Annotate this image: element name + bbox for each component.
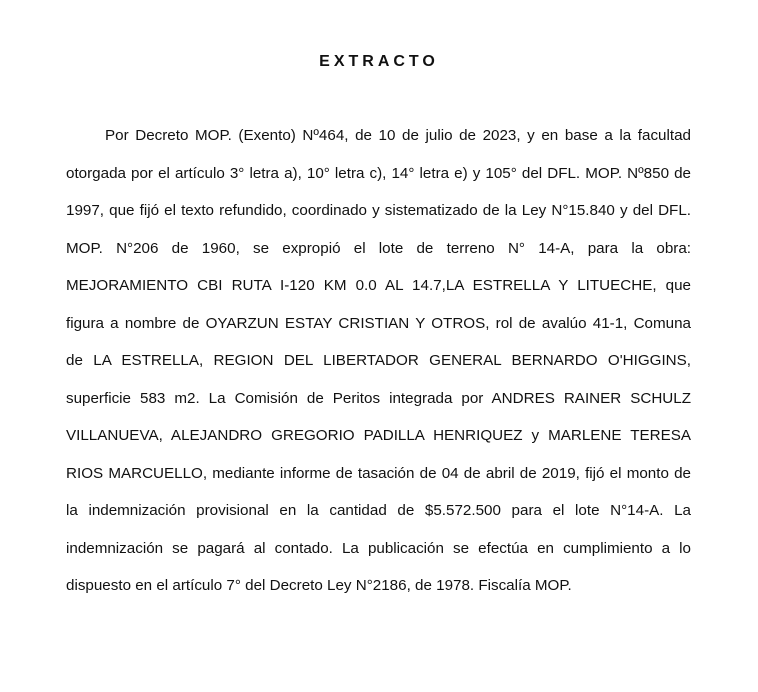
- paragraph-line: figura a nombre de OYARZUN ESTAY CRISTIAN Y OTROS, rol de avalúo 41-1, Comuna: [66, 314, 691, 332]
- paragraph-line: RIOS MARCUELLO, mediante informe de tasación de 04 de abril de 2019, fijó el monto de: [66, 464, 691, 482]
- document-title: EXTRACTO: [319, 53, 439, 70]
- paragraph-line: de LA ESTRELLA, REGION DEL LIBERTADOR GENERAL BERNARDO O'HIGGINS,: [66, 352, 691, 369]
- paragraph-line: superficie 583 m2. La Comisión de Peritos integrada por ANDRES RAINER SCHULZ: [66, 389, 691, 407]
- paragraph-line: dispuesto en el artículo 7° del Decreto Ley N°2186, de 1978. Fiscalía MOP.: [66, 577, 572, 594]
- document-body: [66, 123, 691, 611]
- paragraph-line: Por Decreto MOP. (Exento) Nº464, de 10 de julio de 2023, y en base a la facultad: [105, 127, 691, 144]
- paragraph-line: otorgada por el artículo 3° letra a), 10° letra c), 14° letra e) y 105° del DFL. MOP. Nº850 de: [66, 164, 691, 182]
- paragraph-line: 1997, que fijó el texto refundido, coordinado y sistematizado de la Ley N°15.840 y del DFL.: [66, 202, 691, 219]
- paragraph-line: VILLANUEVA, ALEJANDRO GREGORIO PADILLA HENRIQUEZ y MARLENE TERESA: [66, 427, 691, 444]
- paragraph-line: MOP. N°206 de 1960, se expropió el lote de terreno N° 14-A, para la obra:: [66, 239, 691, 257]
- paragraph-line: indemnización se pagará al contado. La publicación se efectúa en cumplimiento a lo: [66, 539, 691, 557]
- paragraph-line: la indemnización provisional en la cantidad de $5.572.500 para el lote N°14-A. La: [66, 502, 691, 519]
- paragraph-line: MEJORAMIENTO CBI RUTA I-120 KM 0.0 AL 14.7,LA ESTRELLA Y LITUECHE, que: [66, 277, 691, 294]
